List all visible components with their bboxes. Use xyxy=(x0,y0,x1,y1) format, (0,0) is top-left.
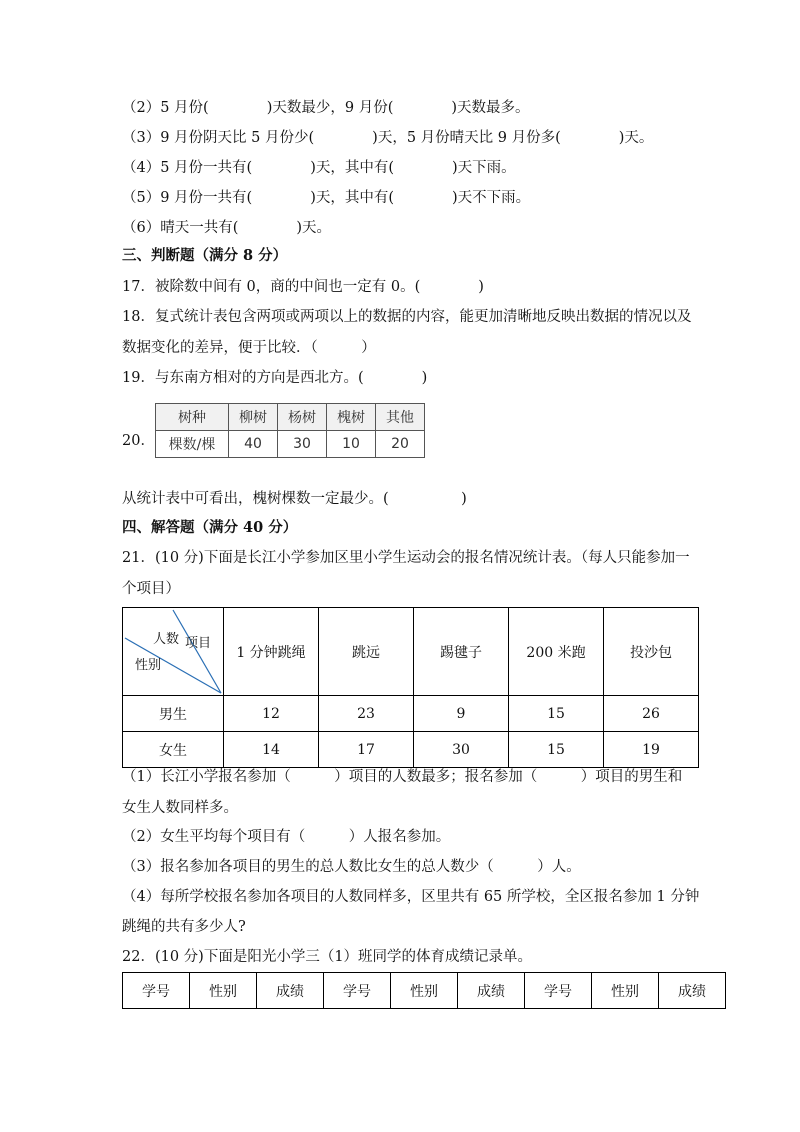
tree-table-header-cell: 柳树 xyxy=(229,404,278,431)
q16-6: （6）晴天一共有( )天。 xyxy=(122,220,332,236)
column-header: 跳远 xyxy=(319,608,414,696)
table-cell: 9 xyxy=(414,696,509,732)
corner-label-gender: 性别 xyxy=(135,658,162,673)
q21-1-line1: （1）长江小学报名参加（ ）项目的人数最多；报名参加（ ）项目的男生和 xyxy=(122,769,683,785)
table-cell: 15 xyxy=(509,696,604,732)
grade-header-cell: 成绩 xyxy=(257,973,324,1009)
q21-line2: 个项目） xyxy=(122,581,180,597)
tree-table-header-cell: 树种 xyxy=(156,404,229,431)
q21-2: （2）女生平均每个项目有（ ）人报名参加。 xyxy=(122,829,451,845)
q16-3: （3）9 月份阴天比 5 月份少( )天，5 月份晴天比 9 月份多( )天。 xyxy=(122,130,654,146)
q21-4-line2: 跳绳的共有多少人? xyxy=(122,919,246,935)
table-row xyxy=(123,696,699,732)
tree-table-cell: 棵数/棵 xyxy=(156,431,229,458)
q21-3: （3）报名参加各项目的男生的总人数比女生的总人数少（ ）人。 xyxy=(122,859,581,875)
q20-number: 20． xyxy=(122,433,155,449)
q16-2: （2）5 月份( )天数最少，9 月份( )天数最多。 xyxy=(122,100,530,116)
section4-title: 四、解答题（满分 40 分） xyxy=(122,519,298,536)
grade-header-cell: 性别 xyxy=(391,973,458,1009)
grade-header-cell: 成绩 xyxy=(458,973,525,1009)
column-header: 1 分钟跳绳 xyxy=(224,608,319,696)
table-cell: 26 xyxy=(604,696,699,732)
grade-header-cell: 成绩 xyxy=(659,973,726,1009)
section3-title: 三、判断题（满分 8 分） xyxy=(122,247,288,264)
q18-line2: 数据变化的差异，便于比较．（ ） xyxy=(122,340,376,356)
grade-header-cell: 学号 xyxy=(525,973,592,1009)
grade-record-table xyxy=(122,972,726,1009)
tree-table-cell: 10 xyxy=(327,431,376,458)
tree-table-header-cell: 槐树 xyxy=(327,404,376,431)
q21-4-line1: （4）每所学校报名参加各项目的人数同样多，区里共有 65 所学校，全区报名参加 1 分钟 xyxy=(122,889,700,905)
table-cell: 15 xyxy=(509,732,604,768)
table-corner-cell xyxy=(123,608,224,696)
tree-table-cell: 20 xyxy=(376,431,425,458)
tree-table-cell: 40 xyxy=(229,431,278,458)
row-label: 男生 xyxy=(123,696,224,732)
q21-1-line2: 女生人数同样多。 xyxy=(122,800,238,816)
corner-label-count: 人数 xyxy=(153,632,180,647)
tree-table-header-cell: 杨树 xyxy=(278,404,327,431)
table-cell: 23 xyxy=(319,696,414,732)
table-cell: 30 xyxy=(414,732,509,768)
grade-header-cell: 性别 xyxy=(190,973,257,1009)
grade-header-cell: 性别 xyxy=(592,973,659,1009)
q17: 17．被除数中间有 0，商的中间也一定有 0。( ) xyxy=(122,279,484,295)
tree-table-header-cell: 其他 xyxy=(376,404,425,431)
q19: 19．与东南方相对的方向是西北方。( ) xyxy=(122,370,428,386)
tree-count-table xyxy=(155,403,425,458)
row-label: 女生 xyxy=(123,732,224,768)
table-cell: 14 xyxy=(224,732,319,768)
q22: 22．(10 分)下面是阳光小学三（1）班同学的体育成绩记录单。 xyxy=(122,949,533,965)
q20-text: 从统计表中可看出，槐树棵数一定最少。( ) xyxy=(122,491,467,507)
column-header: 踢毽子 xyxy=(414,608,509,696)
column-header: 200 米跑 xyxy=(509,608,604,696)
q16-4: （4）5 月份一共有( )天，其中有( )天下雨。 xyxy=(122,160,516,176)
grade-header-cell: 学号 xyxy=(324,973,391,1009)
table-cell: 19 xyxy=(604,732,699,768)
table-row xyxy=(123,732,699,768)
corner-label-project: 项目 xyxy=(185,636,212,651)
table-cell: 12 xyxy=(224,696,319,732)
diagonal-lines xyxy=(123,608,223,695)
sports-signup-table xyxy=(122,607,699,768)
q18-line1: 18．复式统计表包含两项或两项以上的数据的内容，能更加清晰地反映出数据的情况以及 xyxy=(122,309,692,325)
table-cell: 17 xyxy=(319,732,414,768)
q16-5: （5）9 月份一共有( )天，其中有( )天不下雨。 xyxy=(122,190,531,206)
tree-table-cell: 30 xyxy=(278,431,327,458)
column-header: 投沙包 xyxy=(604,608,699,696)
grade-header-cell: 学号 xyxy=(123,973,190,1009)
q21-line1: 21．(10 分)下面是长江小学参加区里小学生运动会的报名情况统计表。（每人只能参加一 xyxy=(122,550,690,566)
